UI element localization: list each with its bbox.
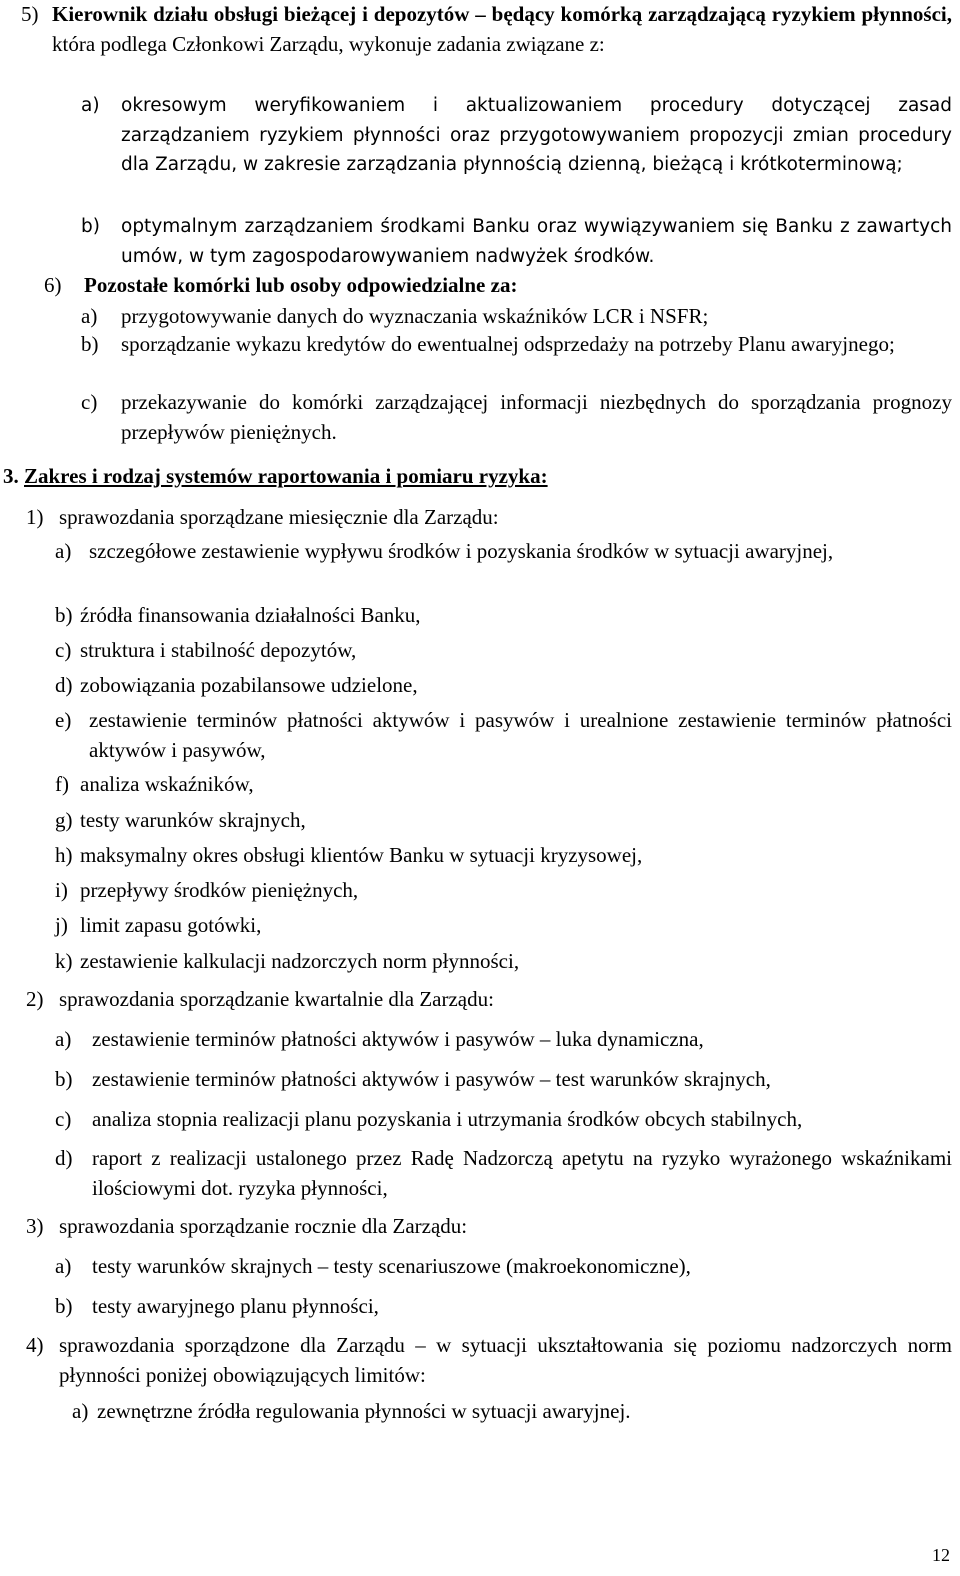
item-text: przygotowywanie danych do wyznaczania wskaźników LCR i NSFR; bbox=[121, 304, 709, 328]
list-item bbox=[55, 1065, 952, 1095]
item-text: okresowym weryfikowaniem i aktualizowaniem procedury dotyczącej zasad zarządzaniem ryzykiem płynności oraz przygotowywaniem propozycji zmian procedury dla Zarządu, w zakresie zarządzania płynnością dzienną, bieżącą i krótkoterminową; bbox=[121, 95, 952, 175]
list-item bbox=[55, 601, 952, 631]
item-label: d) bbox=[55, 1146, 73, 1170]
list-item bbox=[55, 1144, 952, 1203]
item-label: c) bbox=[55, 638, 72, 662]
item-text: sprawozdania sporządzanie rocznie dla Zarządu: bbox=[59, 1214, 468, 1238]
item-text: struktura i stabilność depozytów, bbox=[80, 638, 357, 662]
item-text: sprawozdania sporządzanie kwartalnie dla Zarządu: bbox=[59, 987, 494, 1011]
list-item bbox=[55, 1025, 952, 1055]
item-label: c) bbox=[55, 1107, 72, 1131]
item-label: 4) bbox=[26, 1333, 44, 1357]
section-6-title: Pozostałe komórki lub osoby odpowiedzialne za: bbox=[84, 273, 518, 297]
item-text: optymalnym zarządzaniem środkami Banku oraz wywiązywaniem się Banku z zawartych umów, w tym zagospodarowywaniem nadwyżek środków. bbox=[121, 216, 952, 267]
item-label: a) bbox=[55, 539, 72, 563]
page-number: 12 bbox=[932, 1545, 950, 1565]
item-text: sprawozdania sporządzane miesięcznie dla Zarządu: bbox=[59, 505, 499, 529]
item-text: analiza stopnia realizacji planu pozyskania i utrzymania środków obcych stabilnych, bbox=[92, 1107, 803, 1131]
section-6-number: 6) bbox=[44, 273, 62, 297]
list-item bbox=[55, 1292, 952, 1322]
item-label: g) bbox=[55, 808, 73, 832]
item-text: zestawienie terminów płatności aktywów i pasywów i urealnione zestawienie terminów płatności aktywów i pasywów, bbox=[89, 708, 952, 762]
section-5-bold-heading: Kierownik działu obsługi bieżącej i depozytów – będący komórką zarządzającą ryzykiem płynności, bbox=[52, 2, 952, 26]
list-item bbox=[55, 706, 952, 765]
item-label: b) bbox=[55, 603, 73, 627]
item-text: raport z realizacji ustalonego przez Radę Nadzorczą apetytu na ryzyko wyrażonego wskaźnikami ilościowymi dot. ryzyka płynności, bbox=[92, 1146, 952, 1200]
item-text: źródła finansowania działalności Banku, bbox=[80, 603, 421, 627]
list-item bbox=[55, 537, 952, 567]
list-item bbox=[55, 636, 952, 666]
annual-reports-heading bbox=[26, 1212, 939, 1242]
section-6-heading bbox=[44, 271, 952, 301]
item-label: b) bbox=[55, 1294, 73, 1318]
quarterly-reports-heading bbox=[26, 985, 939, 1015]
item-text: testy warunków skrajnych – testy scenariuszowe (makroekonomiczne), bbox=[92, 1254, 691, 1278]
section-5-number: 5) bbox=[21, 2, 39, 26]
list-item bbox=[55, 947, 952, 977]
list-item bbox=[81, 388, 952, 447]
item-label: 3) bbox=[26, 1214, 44, 1238]
item-label: f) bbox=[55, 772, 69, 796]
section-3-number: 3. bbox=[3, 464, 19, 488]
item-text: zestawienie terminów płatności aktywów i pasywów – luka dynamiczna, bbox=[92, 1027, 704, 1051]
item-label: 1) bbox=[26, 505, 44, 529]
item-label: j) bbox=[55, 913, 68, 937]
list-item bbox=[55, 671, 952, 701]
section-5-intro bbox=[21, 0, 952, 59]
item-text: zestawienie terminów płatności aktywów i pasywów – test warunków skrajnych, bbox=[92, 1067, 771, 1091]
item-text: limit zapasu gotówki, bbox=[80, 913, 262, 937]
item-label: i) bbox=[55, 878, 68, 902]
item-label: a) bbox=[72, 1399, 89, 1423]
item-label: c) bbox=[81, 390, 98, 414]
item-text: sprawozdania sporządzone dla Zarządu – w sytuacji ukształtowania się poziomu nadzorczych norm płynności poniżej obowiązujących limitów: bbox=[59, 1333, 952, 1387]
list-item bbox=[55, 1105, 952, 1135]
list-item bbox=[55, 770, 952, 800]
item-text: szczegółowe zestawienie wypływu środków i pozyskania środków w sytuacji awaryjnej, bbox=[89, 539, 834, 563]
item-label: a) bbox=[81, 95, 100, 116]
list-item bbox=[55, 806, 952, 836]
section-5-rest: która podlega Członkowi Zarządu, wykonuje zadania związane z: bbox=[52, 31, 605, 56]
item-text: testy warunków skrajnych, bbox=[80, 808, 306, 832]
item-text: zestawienie kalkulacji nadzorczych norm płynności, bbox=[80, 949, 520, 973]
item-label: e) bbox=[55, 708, 72, 732]
item-text: przekazywanie do komórki zarządzającej informacji niezbędnych do sporządzania prognozy przepływów pieniężnych. bbox=[121, 390, 952, 444]
item-text: analiza wskaźników, bbox=[80, 772, 254, 796]
list-item bbox=[81, 91, 952, 180]
section-3-title: Zakres i rodzaj systemów raportowania i pomiaru ryzyka: bbox=[24, 464, 548, 488]
list-item bbox=[55, 911, 952, 941]
item-label: a) bbox=[81, 304, 98, 328]
situational-reports-heading bbox=[26, 1331, 952, 1390]
item-label: b) bbox=[81, 216, 100, 237]
list-item bbox=[72, 1397, 952, 1427]
item-label: a) bbox=[55, 1254, 72, 1278]
list-item bbox=[81, 212, 952, 271]
item-text: testy awaryjnego planu płynności, bbox=[92, 1294, 379, 1318]
item-label: b) bbox=[81, 332, 99, 356]
monthly-reports-heading bbox=[26, 503, 939, 533]
item-text: przepływy środków pieniężnych, bbox=[80, 878, 359, 902]
list-item bbox=[55, 876, 952, 906]
list-item bbox=[55, 1252, 952, 1282]
item-label: a) bbox=[55, 1027, 72, 1051]
item-label: b) bbox=[55, 1067, 73, 1091]
item-text: maksymalny okres obsługi klientów Banku w sytuacji kryzysowej, bbox=[80, 843, 643, 867]
item-text: zewnętrzne źródła regulowania płynności w sytuacji awaryjnej. bbox=[97, 1399, 631, 1423]
list-item bbox=[81, 330, 952, 360]
list-item bbox=[55, 841, 952, 871]
item-label: k) bbox=[55, 949, 73, 973]
list-item bbox=[81, 302, 952, 332]
section-3-heading bbox=[3, 462, 903, 492]
item-text: zobowiązania pozabilansowe udzielone, bbox=[80, 673, 418, 697]
item-text: sporządzanie wykazu kredytów do ewentualnej odsprzedaży na potrzeby Planu awaryjnego; bbox=[121, 332, 895, 356]
item-label: h) bbox=[55, 843, 73, 867]
item-label: 2) bbox=[26, 987, 44, 1011]
item-label: d) bbox=[55, 673, 73, 697]
